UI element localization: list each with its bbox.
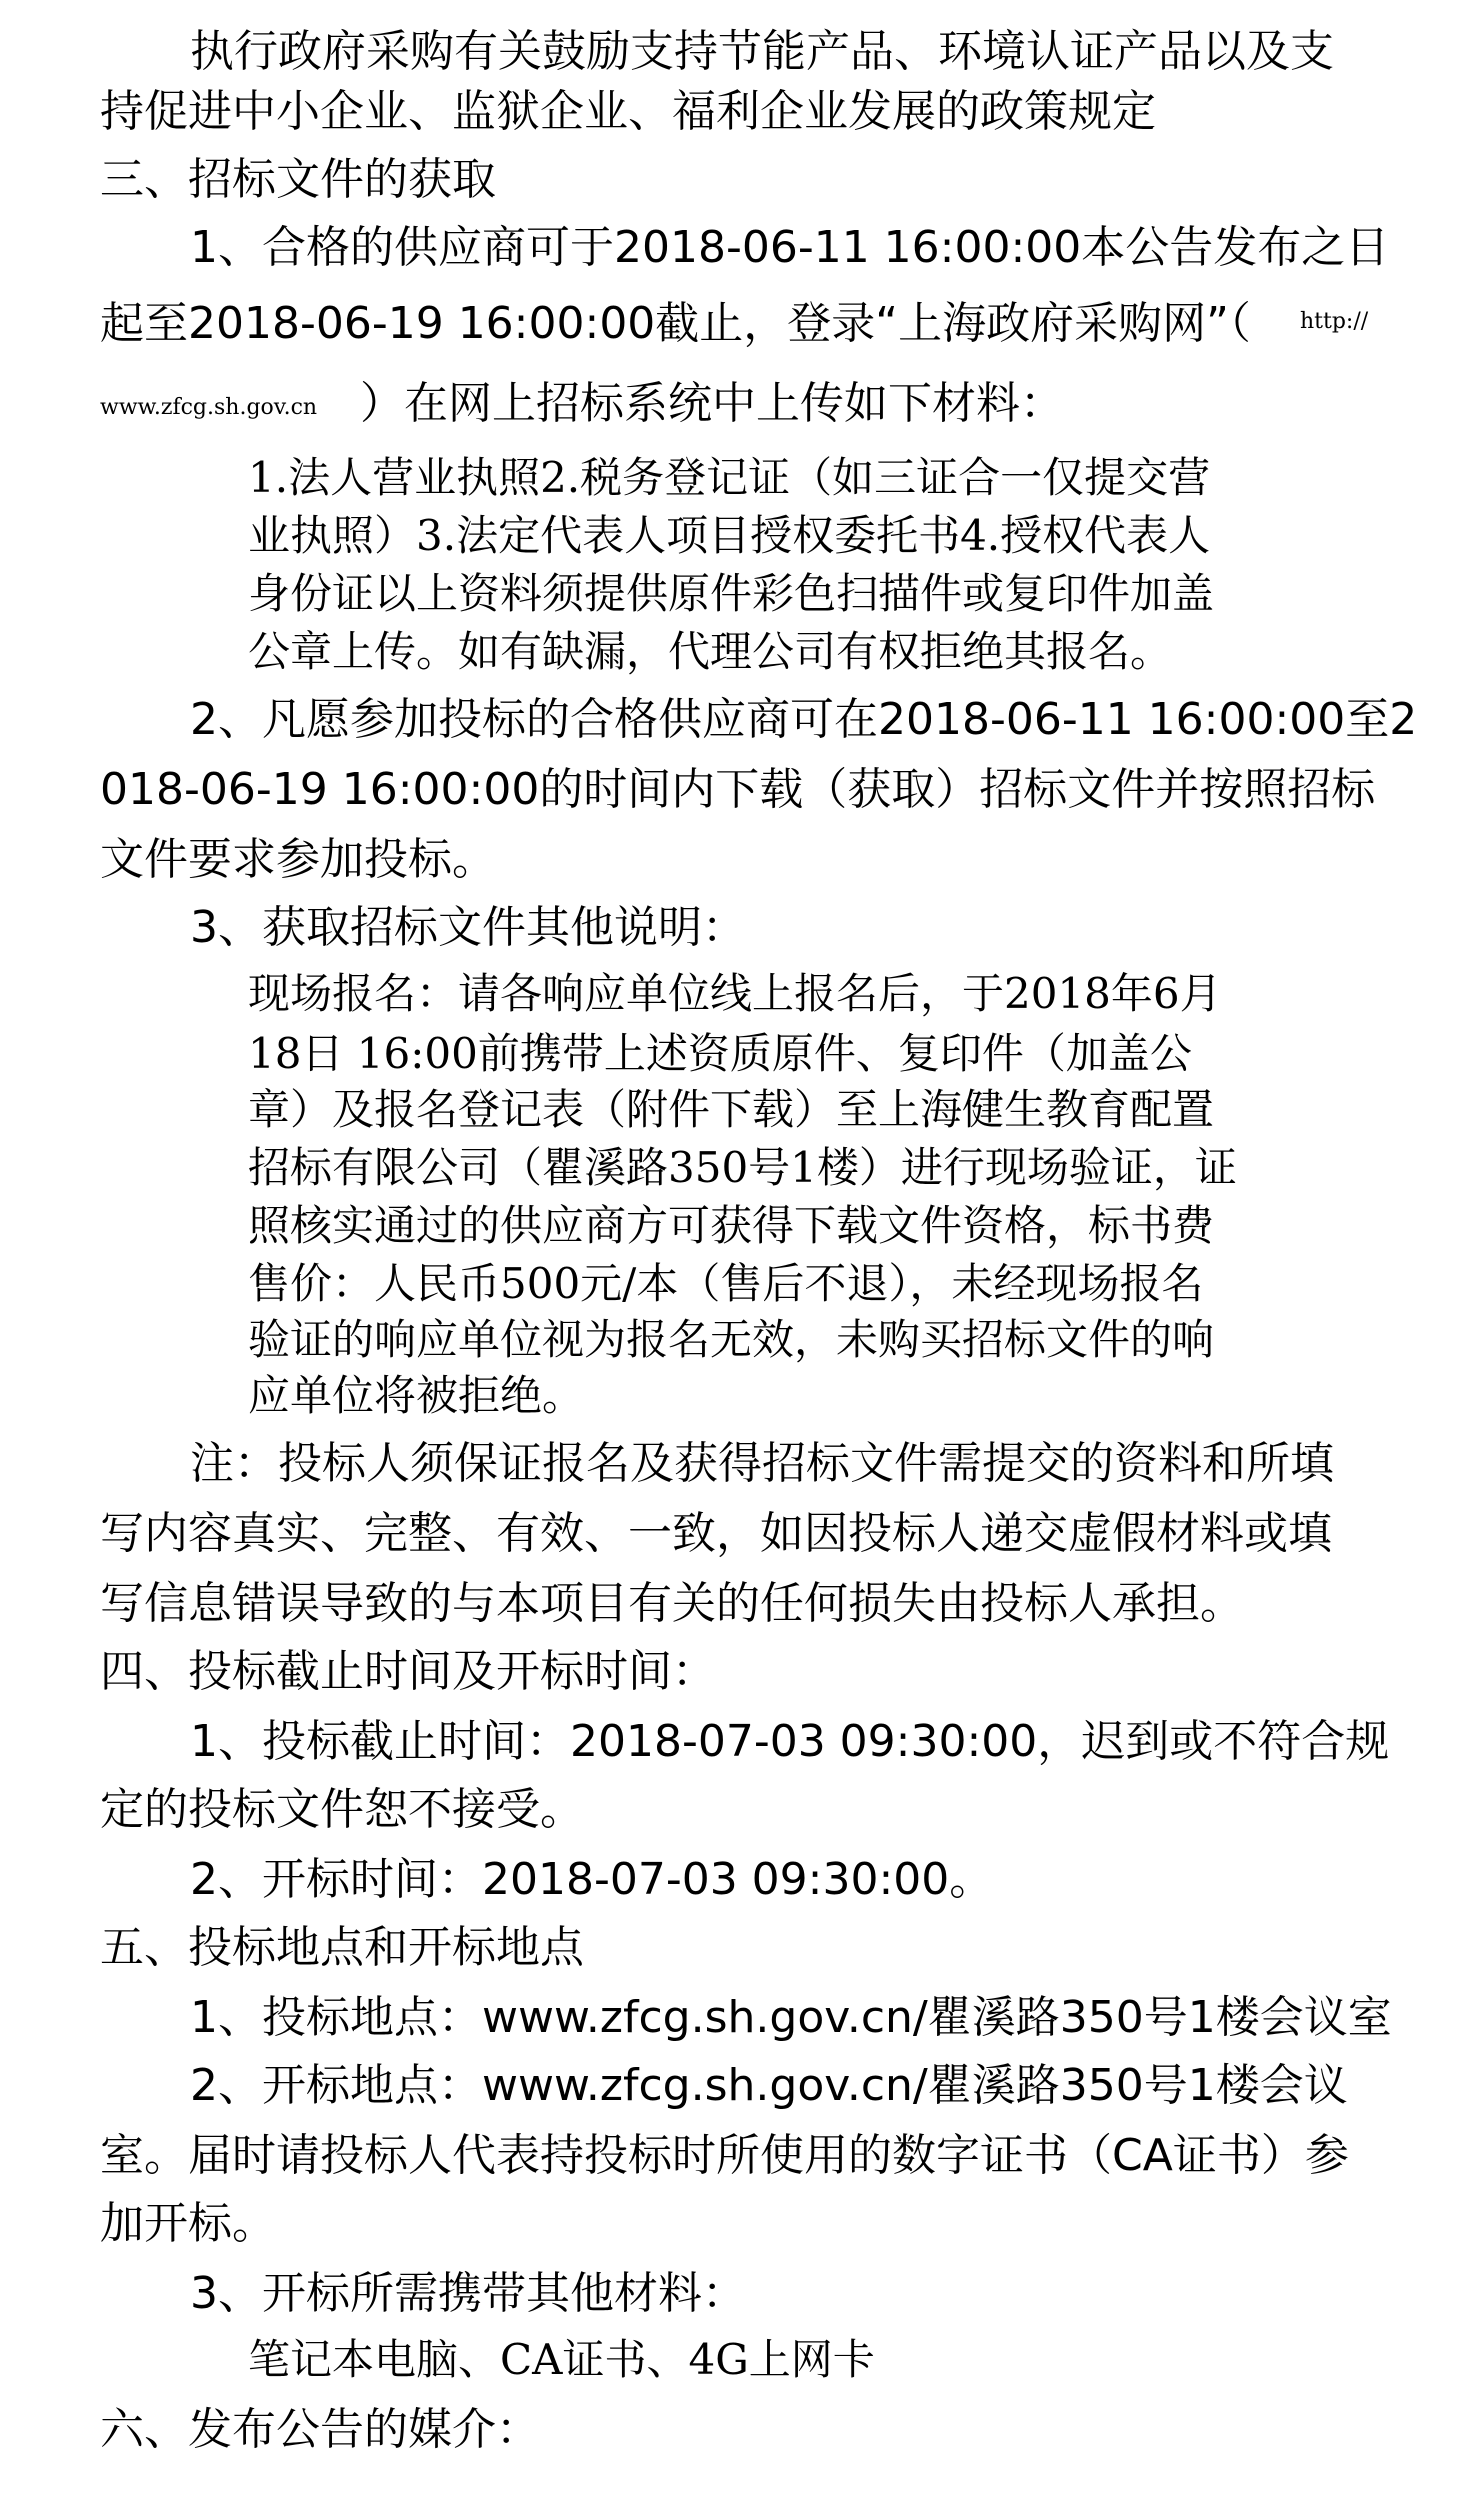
section-heading-4: 四、投标截止时间及开标时间： (100, 1646, 716, 1697)
section-heading-6: 六、发布公告的媒介： (100, 2404, 540, 2455)
onsite-line-2: 18日 16:00前携带上述资质原件、复印件（加盖公 (248, 1029, 1192, 1078)
materials-line-1: 1.法人营业执照2.税务登记证（如三证合一仅提交营 (248, 453, 1211, 502)
opening-location-line-1: 2、开标地点：www.zfcg.sh.gov.cn/瞿溪路350号1楼会议 (190, 2060, 1348, 2111)
bid-location-line: 1、投标地点：www.zfcg.sh.gov.cn/瞿溪路350号1楼会议室 (190, 1992, 1392, 2043)
opening-location-line-3: 加开标。 (100, 2198, 276, 2249)
materials-line-4: 公章上传。如有缺漏，代理公司有权拒绝其报名。 (248, 627, 1173, 676)
url-part-2[interactable]: www.zfcg.sh.gov.cn (100, 395, 318, 420)
other-materials-list: 笔记本电脑、CA证书、4G上网卡 (248, 2335, 875, 2384)
note-line-3: 写信息错误导致的与本项目有关的任何损失由投标人承担。 (100, 1578, 1244, 1629)
onsite-line-1: 现场报名：请各响应单位线上报名后，于2018年6月 (248, 969, 1222, 1018)
onsite-line-3: 章）及报名登记表（附件下载）至上海健生教育配置 (248, 1085, 1215, 1134)
item-1-line-3: ）在网上招标系统中上传如下材料： (360, 378, 1064, 429)
note-line-2: 写内容真实、完整、有效、一致，如因投标人递交虚假材料或填 (100, 1508, 1332, 1559)
opening-location-line-2: 室。届时请投标人代表持投标时所使用的数字证书（CA证书）参 (100, 2130, 1349, 2181)
policy-line-1: 执行政府采购有关鼓励支持节能产品、环境认证产品以及支 (190, 26, 1334, 77)
policy-line-2: 持促进中小企业、监狱企业、福利企业发展的政策规定 (100, 86, 1156, 137)
note-line-1: 注：投标人须保证报名及获得招标文件需提交的资料和所填 (190, 1438, 1334, 1489)
materials-line-3: 身份证以上资料须提供原件彩色扫描件或复印件加盖 (248, 569, 1215, 618)
item-2-line-2: 018-06-19 16:00:00的时间内下载（获取）招标文件并按照招标 (100, 764, 1376, 815)
onsite-line-6: 售价：人民币500元/本（售后不退），未经现场报名 (248, 1259, 1204, 1308)
item-1-line-2: 起至2018-06-19 16:00:00截止，登录“上海政府采购网”（ (100, 298, 1251, 349)
materials-line-2: 业执照）3.法定代表人项目授权委托书4.授权代表人 (248, 511, 1211, 560)
onsite-line-7: 验证的响应单位视为报名无效，未购买招标文件的响 (248, 1315, 1215, 1364)
deadline-line-2: 定的投标文件恕不接受。 (100, 1784, 584, 1835)
onsite-line-4: 招标有限公司（瞿溪路350号1楼）进行现场验证，证 (248, 1143, 1237, 1192)
url-part-1[interactable]: http:// (1300, 309, 1369, 334)
other-materials-heading: 3、开标所需携带其他材料： (190, 2268, 746, 2319)
onsite-line-8: 应单位将被拒绝。 (248, 1371, 585, 1420)
deadline-line-1: 1、投标截止时间：2018-07-03 09:30:00，迟到或不符合规 (190, 1716, 1390, 1767)
item-3-heading: 3、获取招标文件其他说明： (190, 902, 746, 953)
opening-time-line: 2、开标时间：2018-07-03 09:30:00。 (190, 1854, 994, 1905)
section-heading-5: 五、投标地点和开标地点 (100, 1922, 584, 1973)
item-2-line-1: 2、凡愿参加投标的合格供应商可在2018-06-11 16:00:00至2 (190, 694, 1418, 745)
section-heading-3: 三、招标文件的获取 (100, 154, 496, 205)
item-1-line-1: 1、合格的供应商可于2018-06-11 16:00:00本公告发布之日 (190, 222, 1390, 273)
item-2-line-3: 文件要求参加投标。 (100, 834, 496, 885)
onsite-line-5: 照核实通过的供应商方可获得下载文件资格，标书费 (248, 1201, 1215, 1250)
